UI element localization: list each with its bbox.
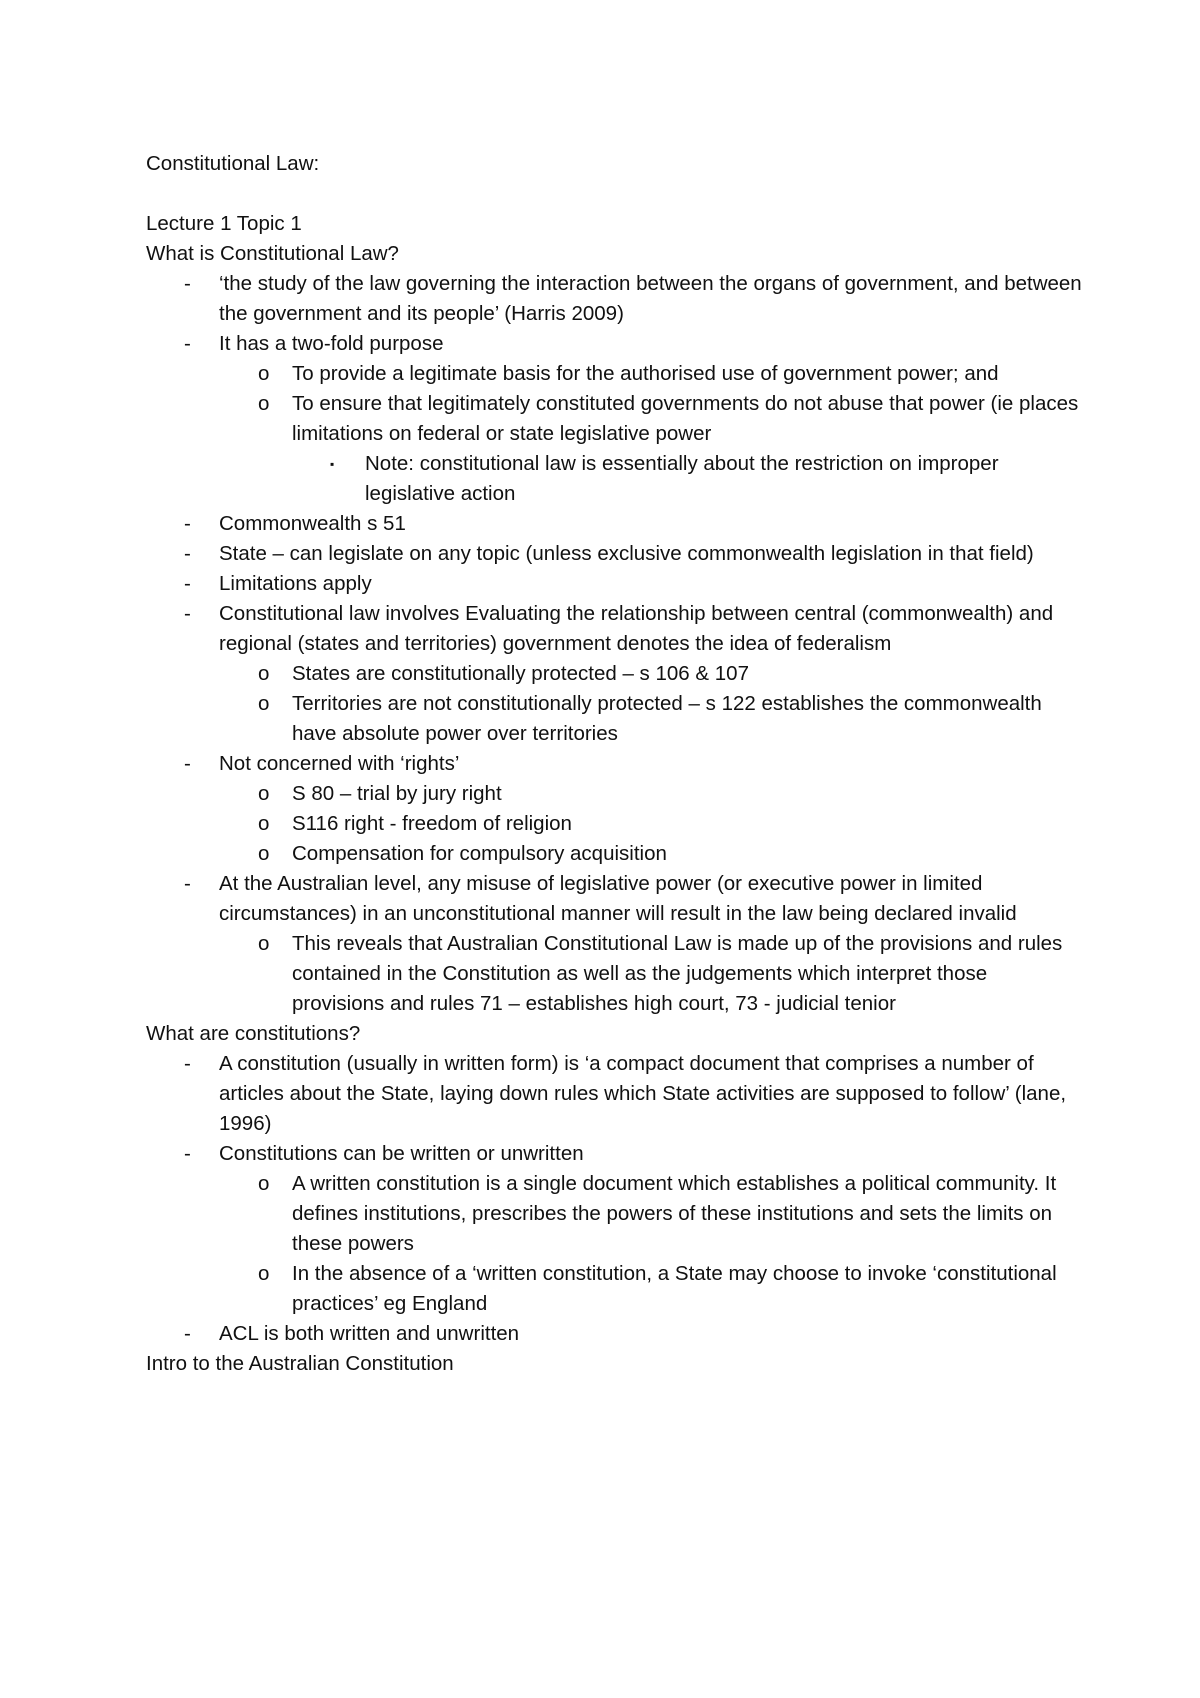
dash-bullet: - — [184, 1052, 191, 1075]
sub-list-item — [146, 929, 1082, 1019]
circle-bullet: o — [258, 812, 270, 835]
list-item-text: This reveals that Australian Constitutional Law is made up of the provisions and rules contained in the Constitution as well as the judgements which interpret those provisions and rules 71 – establishes high court, 73 - judicial tenior — [292, 932, 1063, 1015]
circle-bullet: o — [258, 392, 270, 415]
list-item-text: A constitution (usually in written form) is ‘a compact document that comprises a number of articles about the State, laying down rules which State activities are supposed to follow’ (lane, 1996) — [219, 1052, 1067, 1135]
sub-list-item — [146, 779, 1082, 809]
list-item-text: S116 right - freedom of religion — [292, 812, 572, 835]
list-item-text: To provide a legitimate basis for the authorised use of government power; and — [292, 362, 999, 385]
document-title: Constitutional Law: — [146, 152, 320, 175]
list-item-text: Note: constitutional law is essentially about the restriction on improper legislative action — [365, 452, 999, 505]
dash-bullet: - — [184, 752, 191, 775]
dash-bullet: - — [184, 542, 191, 565]
circle-bullet: o — [258, 1262, 270, 1285]
list-item — [146, 509, 1086, 539]
list-item-text: Commonwealth s 51 — [219, 512, 406, 535]
section-heading-intro: Intro to the Australian Constitution — [146, 1352, 454, 1375]
list-item-text: In the absence of a ‘written constitution, a State may choose to invoke ‘constitutional practices’ eg England — [292, 1262, 1057, 1315]
blank-line — [146, 179, 1086, 209]
list-item-text: Not concerned with ‘rights’ — [219, 752, 460, 775]
sub-list-item — [146, 359, 1082, 389]
list-item-text: State – can legislate on any topic (unless exclusive commonwealth legislation in that field) — [219, 542, 1034, 565]
sub-list-item — [146, 1169, 1082, 1259]
sub-list-item — [146, 389, 1082, 449]
list-item-text: At the Australian level, any misuse of legislative power (or executive power in limited circumstances) in an unconstitutional manner will result in the law being declared invalid — [219, 872, 1017, 925]
square-bullet: ▪ — [330, 457, 335, 471]
document-body — [146, 149, 1086, 1379]
list-item — [146, 269, 1086, 329]
dash-bullet: - — [184, 272, 191, 295]
dash-bullet: - — [184, 1322, 191, 1345]
list-item-text: ‘the study of the law governing the interaction between the organs of government, and between the government and its people’ (Harris 2009) — [219, 272, 1082, 325]
list-item-text: ACL is both written and unwritten — [219, 1322, 520, 1345]
list-item — [146, 329, 1086, 359]
section-heading-what-is: What is Constitutional Law? — [146, 242, 399, 265]
dash-bullet: - — [184, 602, 191, 625]
circle-bullet: o — [258, 662, 270, 685]
section-heading-what-are: What are constitutions? — [146, 1022, 361, 1045]
sub-list-item — [146, 689, 1082, 749]
list-item — [146, 1139, 1086, 1169]
list-item — [146, 569, 1086, 599]
dash-bullet: - — [184, 1142, 191, 1165]
circle-bullet: o — [258, 362, 270, 385]
sub-list-item — [146, 809, 1082, 839]
list-item-text: To ensure that legitimately constituted governments do not abuse that power (ie places limitations on federal or state legislative power — [292, 392, 1079, 445]
circle-bullet: o — [258, 842, 270, 865]
lecture-heading: Lecture 1 Topic 1 — [146, 212, 302, 235]
list-item-text: Constitutions can be written or unwritten — [219, 1142, 584, 1165]
dash-bullet: - — [184, 872, 191, 895]
circle-bullet: o — [258, 692, 270, 715]
sub-list-item — [146, 659, 1082, 689]
dash-bullet: - — [184, 332, 191, 355]
sub-list-item — [146, 839, 1082, 869]
dash-bullet: - — [184, 512, 191, 535]
list-item — [146, 599, 1086, 659]
list-item-text: Constitutional law involves Evaluating the relationship between central (commonwealth) and regional (states and territories) government denotes the idea of federalism — [219, 602, 1054, 655]
dash-bullet: - — [184, 572, 191, 595]
list-item-text: S 80 – trial by jury right — [292, 782, 502, 805]
list-item-text: Compensation for compulsory acquisition — [292, 842, 667, 865]
circle-bullet: o — [258, 1172, 270, 1195]
sub-list-item — [146, 1259, 1082, 1319]
circle-bullet: o — [258, 782, 270, 805]
list-item-text: States are constitutionally protected – s 106 & 107 — [292, 662, 749, 685]
list-item-text: A written constitution is a single document which establishes a political community. It defines institutions, prescribes the powers of these institutions and sets the limits on these powers — [292, 1172, 1057, 1255]
list-item — [146, 869, 1086, 929]
list-item — [146, 749, 1086, 779]
list-item-text: It has a two-fold purpose — [219, 332, 444, 355]
circle-bullet: o — [258, 932, 270, 955]
list-item — [146, 539, 1086, 569]
sub-sub-list-item — [146, 449, 1005, 509]
list-item — [146, 1319, 1086, 1349]
list-item-text: Limitations apply — [219, 572, 372, 595]
list-item — [146, 1049, 1086, 1139]
list-item-text: Territories are not constitutionally protected – s 122 establishes the commonwealth have absolute power over territories — [292, 692, 1042, 745]
